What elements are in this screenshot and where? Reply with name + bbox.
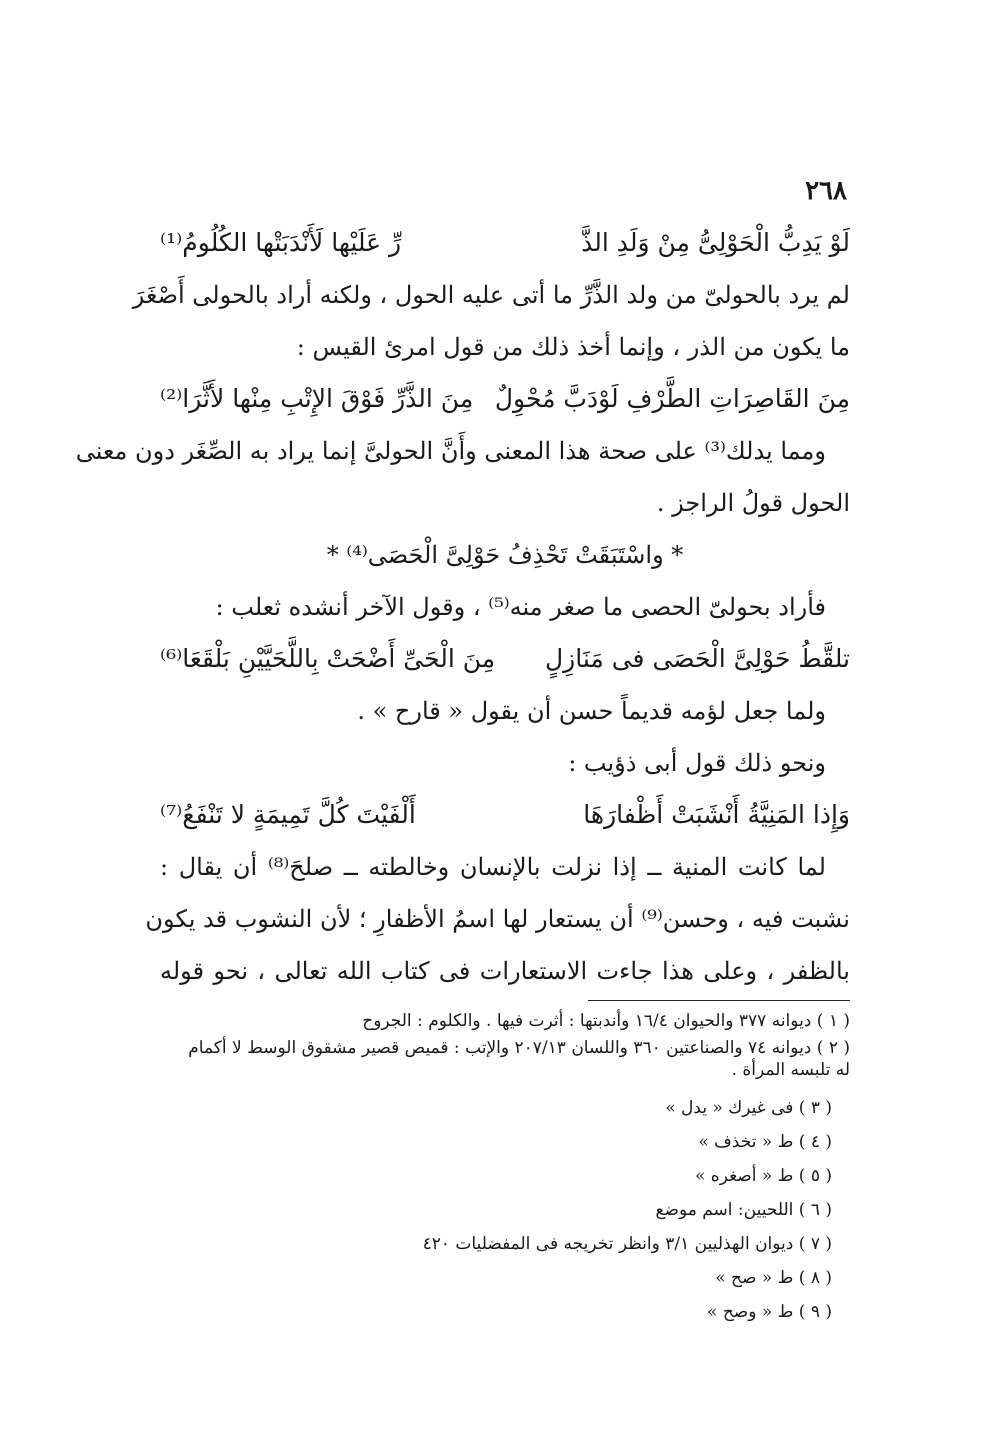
verse-1-first-hemistich: لَوْ يَدِبُّ الْحَوْلِىُّ مِنْ وَلَدِ الذَّ: [581, 228, 850, 257]
verse-4-first-hemistich: تلقَّطُ حَوْلِىَّ الْحَصَى فى مَنَازِلٍ: [544, 644, 850, 673]
footnotes: [170, 1010, 850, 1334]
footnote-2: ( ٢ ) ديوانه ٧٤ والصناعتين ٣٦٠ واللسان ٢٠٧/١٣ والإتب : قميص قصير مشقوق الوسط لا أكمام له تلبسه المرأة .: [188, 1038, 850, 1080]
verse-1: [160, 228, 850, 280]
footnote-9: ( ٩ ) ط « وصح »: [707, 1302, 832, 1322]
paragraph-line-14: نشبت فيه ، وحسن⁽⁹⁾ أن يستعار لها اسمُ الأظفارِ ؛ لأن النشوب قد يكون: [145, 905, 850, 933]
verse-4: [160, 644, 850, 696]
footnote-4: ( ٤ ) ط « تخذف »: [698, 1132, 832, 1152]
paragraph-line-11: ونحو ذلك قول أبى ذؤيب :: [568, 749, 826, 777]
footnote-7: ( ٧ ) ديوان الهذليين ٣/١ وانظر تخريجه فى المفضليات ٤٢٠: [422, 1234, 832, 1254]
footnote-1: ( ١ ) ديوانه ٣٧٧ والحيوان ١٦/٤ وأندبتها : أثرت فيها . والكلوم : الجروح: [362, 1011, 850, 1031]
paragraph-line-3: ما يكون من الذر ، وإنما أخذ ذلك من قول امرئ القيس :: [296, 333, 850, 361]
verse-2-second-hemistich: مِنَ الذَّرِّ فَوْقَ الإِتْبِ مِنْها لأَثَّرَا⁽²⁾: [160, 384, 474, 413]
page-number: ٢٦٨: [805, 176, 847, 206]
footnote-separator: [588, 1000, 850, 1001]
verse-4-second-hemistich: مِنَ الْحَىِّ أَضْحَتْ بِاللَّحَيَّيْنِ بَلْقَعَا⁽⁶⁾: [160, 644, 496, 673]
footnote-gap: [170, 1086, 850, 1096]
verse-2-first-hemistich: مِنَ القَاصِرَاتِ الطَّرْفِ لَوْدَبَّ مُحْوِلٌ: [494, 384, 850, 413]
paragraph-line-6: الحول قولُ الراجز .: [656, 489, 850, 517]
footnote-5: ( ٥ ) ط « أصغره »: [694, 1166, 832, 1186]
paragraph-line-5: ومما يدلك⁽³⁾ على صحة هذا المعنى وأَنَّ الحولىَّ إنما يراد به الصِّغَر دون معنى: [75, 437, 826, 465]
main-text: [75, 228, 850, 1008]
verse-5-first-hemistich: وَإِذا المَنِيَّةُ أَنْشَبَتْ أَظْفارَهَا: [583, 800, 850, 829]
verse-1-second-hemistich: رِّ عَلَيْها لَأَنْدَبَتْها الكُلُومُ⁽¹⁾: [160, 228, 402, 257]
verse-5-second-hemistich: أَلْفَيْتَ كُلَّ تَمِيمَةٍ لا تَنْفَعُ⁽⁷⁾: [160, 800, 416, 829]
footnote-3: ( ٣ ) فى غيرك « يدل »: [665, 1098, 832, 1118]
paragraph-line-10: ولما جعل لؤمه قديماً حسن أن يقول « قارح » .: [357, 697, 826, 725]
footnote-6: ( ٦ ) اللحيين: اسم موضع: [655, 1200, 832, 1220]
paragraph-line-13: لما كانت المنية ــ إذا نزلت بالإنسان وخالطته ــ صلحَ⁽⁸⁾ أن يقال :: [160, 853, 826, 881]
paragraph-line-2: لم يرد بالحولىّ من ولد الذَّرِّ ما أتى عليه الحول ، ولكنه أراد بالحولى أَصْغَرَ: [132, 281, 850, 309]
verse-2: [160, 384, 850, 436]
verse-5: [160, 800, 850, 852]
paragraph-line-15: بالظفر ، وعلى هذا جاءت الاستعارات فى كتاب الله تعالى ، نحو قوله: [160, 957, 850, 985]
rajaz-verse: * واسْتَبَقَتْ تَحْذِفُ حَوْلِىَّ الْحَصَى⁽⁴⁾ *: [326, 541, 684, 569]
paragraph-line-8: فأراد بحولىّ الحصى ما صغر منه⁽⁵⁾ ، وقول الآخر أنشده ثعلب :: [215, 593, 826, 621]
footnote-8: ( ٨ ) ط « صح »: [715, 1268, 832, 1288]
